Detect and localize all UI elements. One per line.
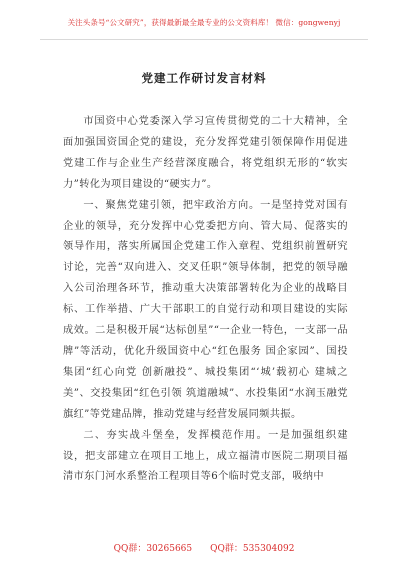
footer-qq-group-2: QQ群：535304092 [210,544,295,554]
header-divider [40,39,368,40]
footer-contact [0,541,408,554]
paragraph-section-2: 二、夯实战斗堡垒，发挥模范作用。一是加强组织建设，把支部建立在项目工地上，成立福清市医院二期项目福清市东门河水系整治工程项目等6个临时党支部，吸纳中 [63,429,348,483]
paragraph-intro: 市国资中心党委深入学习宣传贯彻党的二十大精神，全面加强国资国企党的建设，充分发挥党建引领保障作用促进党建工作与企业生产经营深度融合，将党组织无形的“软实力”转化为项目建设的“硬实力”。 [63,116,348,190]
footer-qq-group-1: QQ群：30265665 [113,544,193,554]
header-promo-note: 关注头条号“公文研究”，获得最新最全最专业的公文资料库！ 微信：gongwenyj [67,18,341,27]
document-title: 党建工作研讨发言材料 [141,71,267,85]
document-body [63,112,348,488]
paragraph-section-1: 一、聚焦党建引领，把牢政治方向。一是坚持党对国有企业的领导，充分发挥中心党委把方向、管大局、促落实的领导作用，落实所属国企党建工作入章程、党组织前置研究讨论，完善“双向进入、交叉任职”领导体制，把党的领导融入公司治理各环节，推动重大决策部署转化为企业的战略目标、工作举措、广大干部职工的自觉行动和项目建设的实际成效。二是积极开展“达标创星”“一企业一特色，一支部一品牌”等活动，优化升级国资中心“红色服务 国企家园”、国投集团“红心向党 创新融投”、城投集团“‘城’载初心 建城之美”、交投集团“红色引领 筑道融城”、水投集团“水润玉融党旗红”等党建品牌，推动党建与经营发展同频共振。 [63,199,348,420]
